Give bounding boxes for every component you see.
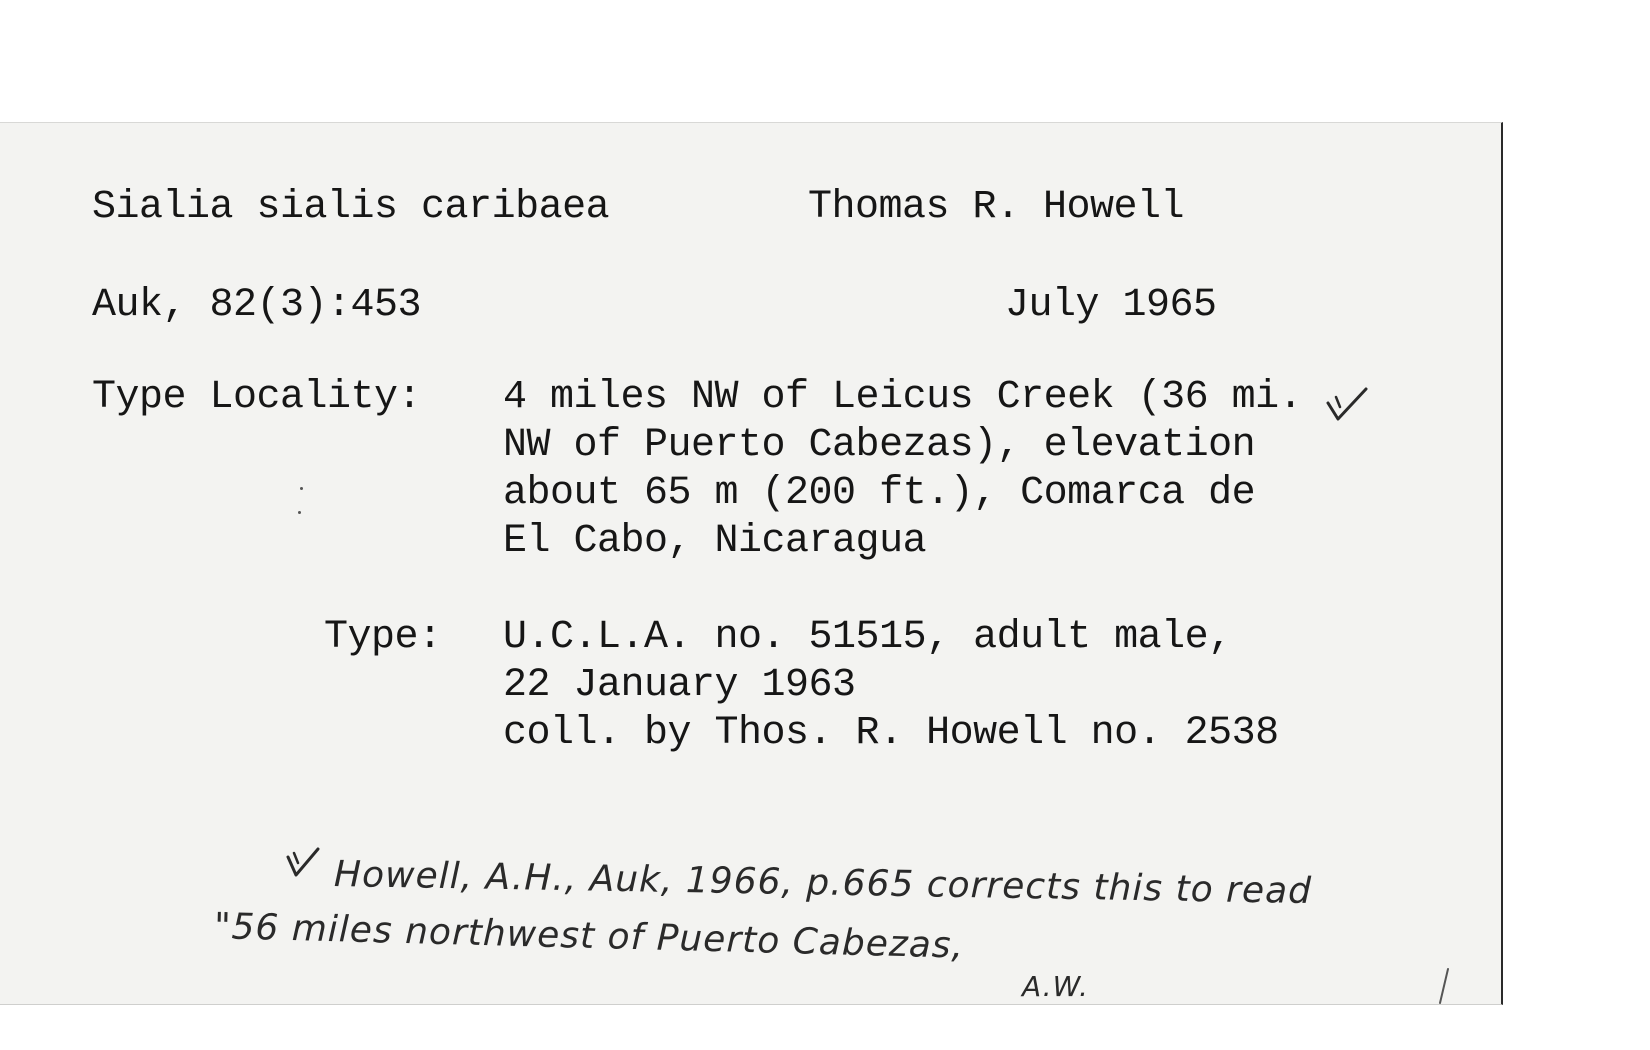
author-name: Thomas R. Howell bbox=[808, 185, 1185, 230]
type-line: coll. by Thos. R. Howell no. 2538 bbox=[503, 711, 1279, 756]
paper-speck bbox=[298, 511, 301, 514]
type-locality-line: about 65 m (200 ft.), Comarca de bbox=[503, 471, 1256, 516]
pencil-stroke-mark bbox=[1436, 967, 1452, 1007]
check-mark-icon bbox=[284, 845, 326, 883]
type-line: U.C.L.A. no. 51515, adult male, bbox=[503, 615, 1232, 660]
type-locality-line: El Cabo, Nicaragua bbox=[503, 519, 927, 564]
type-line: 22 January 1963 bbox=[503, 663, 856, 708]
handwritten-annotation-line2: "56 miles northwest of Puerto Cabezas, bbox=[213, 906, 965, 967]
type-locality-label: Type Locality: bbox=[92, 375, 422, 420]
publication-date: July 1965 bbox=[1005, 283, 1217, 328]
citation: Auk, 82(3):453 bbox=[92, 283, 422, 328]
handwritten-initials: A.W. bbox=[1022, 970, 1089, 1003]
species-name: Sialia sialis caribaea bbox=[92, 185, 610, 230]
type-locality-line: 4 miles NW of Leicus Creek (36 mi. bbox=[503, 375, 1303, 420]
type-label: Type: bbox=[324, 615, 442, 660]
paper-speck bbox=[300, 487, 303, 490]
handwritten-annotation-line1: Howell, A.H., Auk, 1966, p.665 corrects this to read bbox=[333, 854, 1313, 913]
type-locality-line: NW of Puerto Cabezas), elevation bbox=[503, 423, 1256, 468]
check-mark-icon bbox=[1322, 385, 1382, 437]
specimen-card bbox=[0, 122, 1503, 1005]
